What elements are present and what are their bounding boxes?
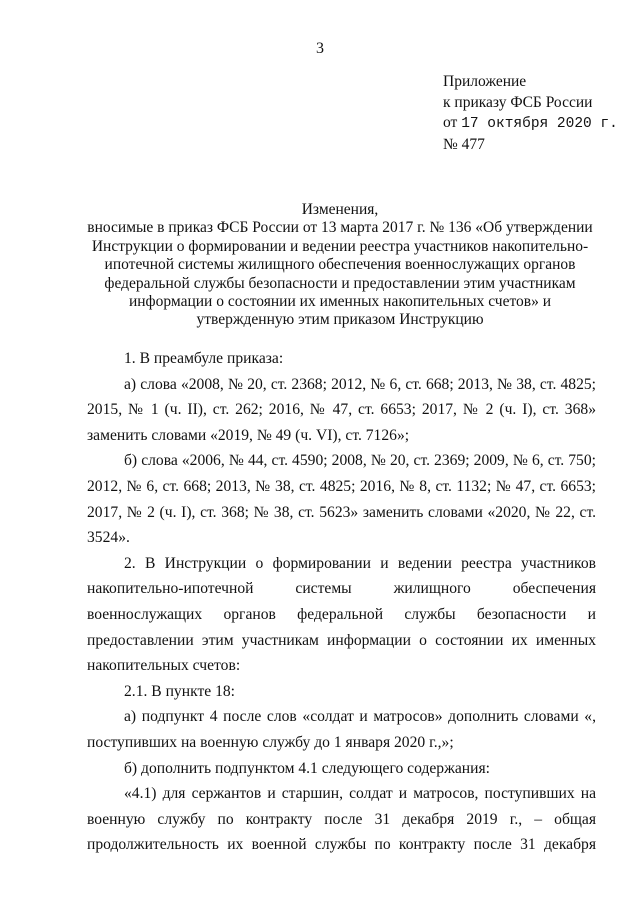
- title-line: Изменения,: [301, 201, 379, 218]
- document-title: [80, 201, 600, 330]
- approval-date: 17 октября 2020 г.: [461, 116, 618, 132]
- approval-line-appendix: Приложение: [443, 73, 527, 90]
- paragraph-preamble-a: а) слова «2008, № 20, ст. 2368; 2012, № 6, ст. 668; 2013, № 38, ст. 4825; 2015, № 1 (ч. II), ст. 262; 2016, № 47, ст. 6653; 2017, № 2 (ч. I), ст. 368» заменить словами «2019, № 49 (ч. VI), ст. 7126»;: [87, 375, 596, 444]
- approval-block: [443, 72, 618, 155]
- approval-line-date: [443, 113, 618, 135]
- document-body: [87, 346, 596, 858]
- title-line: Инструкции о формировании и ведении реестра участников накопительно-: [91, 237, 589, 255]
- paragraph-preamble-heading: 1. В преамбуле приказа:: [124, 350, 284, 367]
- title-line: федеральной службы безопасности и предоставлении этим участникам: [104, 274, 576, 292]
- paragraph-subpoint-4-1: «4.1) для сержантов и старшин, солдат и матросов, поступивших на военную службу по контракту после 31 декабря 2019 г., – общая продолжительность их военной службы по контракту после 31 декабря: [87, 785, 596, 854]
- paragraph-instruction: 2. В Инструкции о формировании и ведении реестра участников накопительно-ипотечной системы жилищного обеспечения военнослужащих органов федеральной службы безопасности и предоставлении этим участникам информации о состоянии их именных накопительных счетов:: [87, 554, 596, 675]
- approval-date-prefix: от: [443, 114, 458, 131]
- paragraph-point-18-b: б) дополнить подпунктом 4.1 следующего содержания:: [124, 759, 490, 777]
- title-line: информации о состоянии их именных накопительных счетов» и: [128, 293, 552, 311]
- paragraph-point-18-a: а) подпункт 4 после слов «солдат и матросов» дополнить словами «, поступивших на военную службу до 1 января 2020 г.,»;: [87, 708, 596, 751]
- paragraph-preamble-b: б) слова «2006, № 44, ст. 4590; 2008, № 20, ст. 2369; 2009, № 6, ст. 750; 2012, № 6, ст. 668; 2013, № 38, ст. 4825; 2016, № 8, ст. 1132; № 47, ст. 6653; 2017, № 2 (ч. I), ст. 368; № 38, ст. 5623» заменить словами «2020, № 22, ст. 3524».: [87, 452, 596, 547]
- page-number: 3: [316, 40, 324, 57]
- title-line: вносимые в приказ ФСБ России от 13 марта 2017 г. № 136 «Об утверждении: [87, 219, 593, 237]
- approval-number: № 477: [443, 135, 485, 153]
- approval-line-order: к приказу ФСБ России: [443, 93, 593, 111]
- title-line: ипотечной системы жилищного обеспечения военнослужащих органов: [104, 256, 576, 274]
- title-line: утвержденную этим приказом Инструкцию: [196, 311, 484, 329]
- paragraph-point-18: 2.1. В пункте 18:: [124, 682, 236, 700]
